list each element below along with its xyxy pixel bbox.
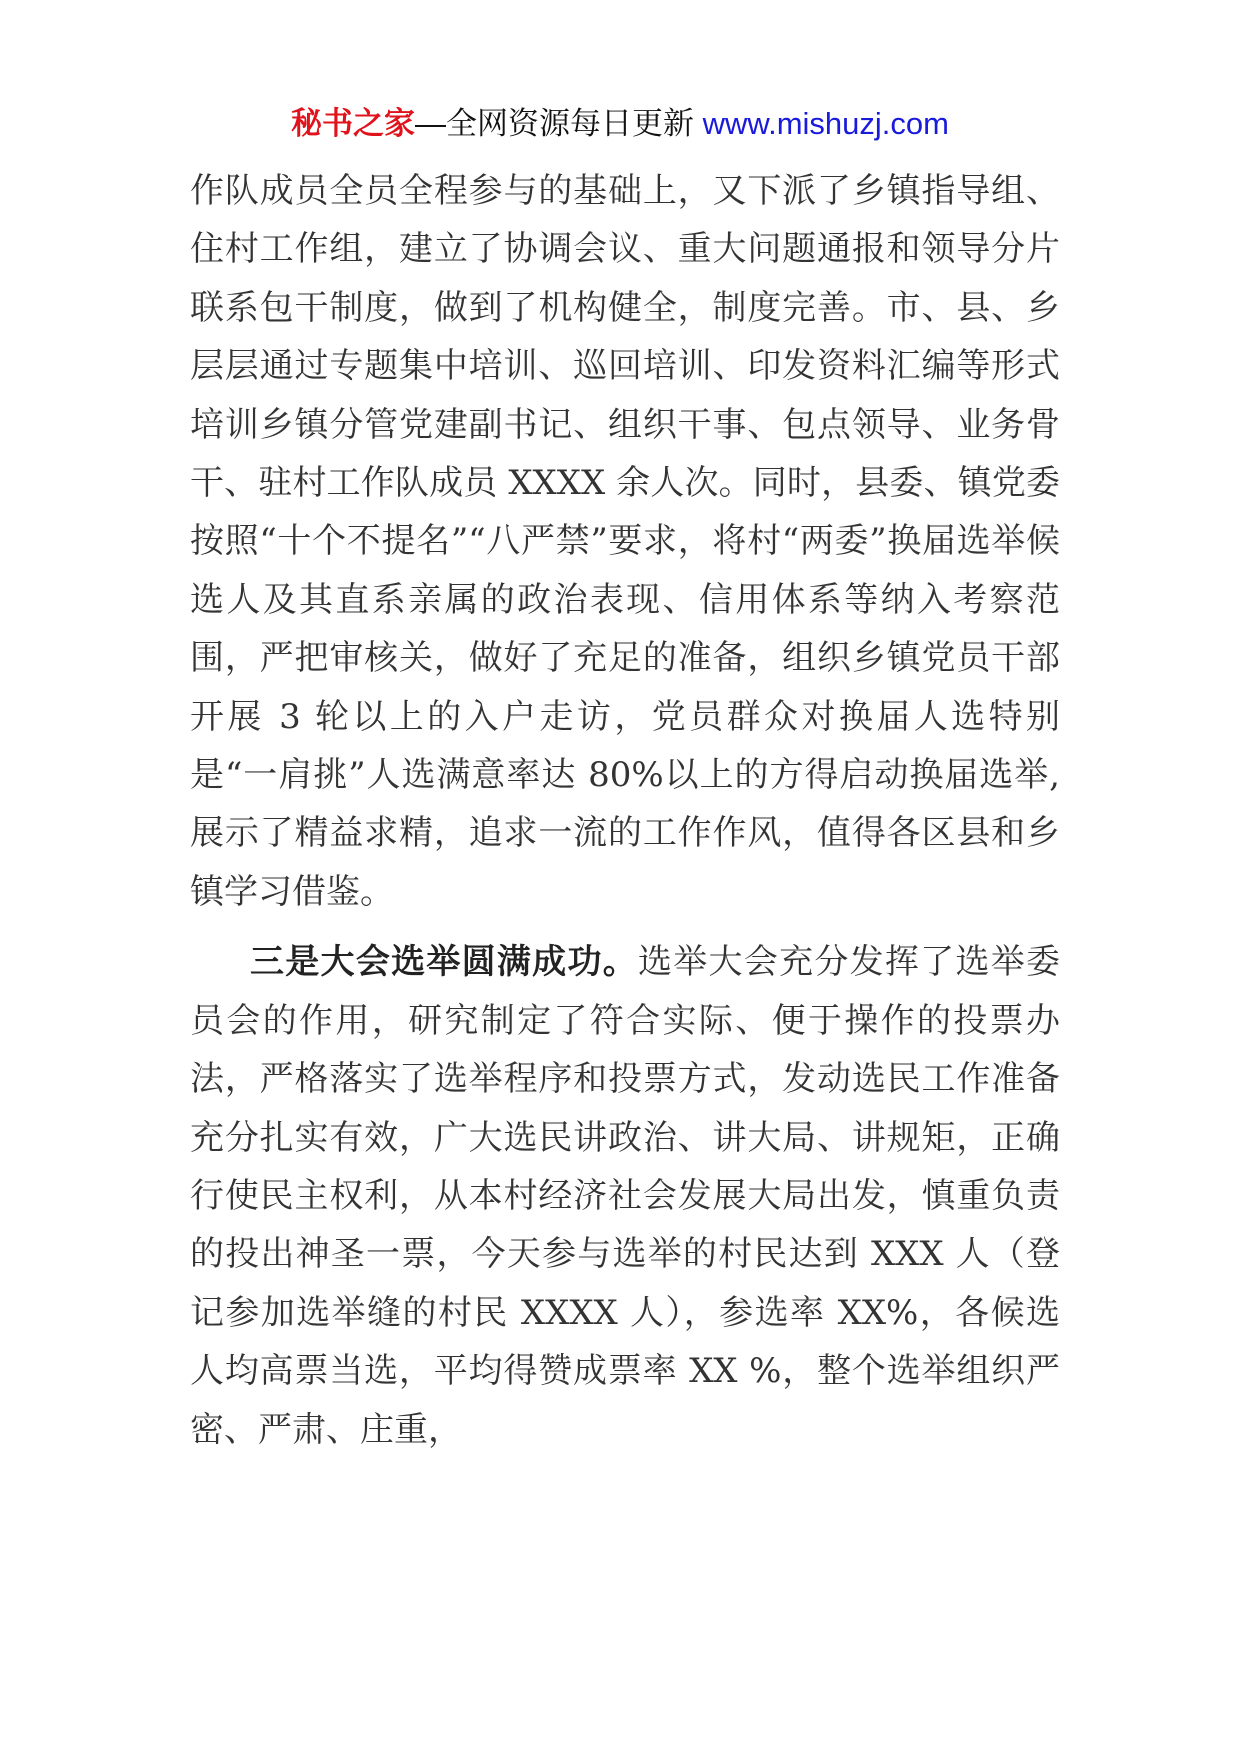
- paragraph-lead-heading: 三是大会选举圆满成功。: [250, 942, 638, 983]
- paragraph-text: 作队成员全员全程参与的基础上，又下派了乡镇指导组、住村工作组，建立了协调会议、重大问题通报和领导分片联系包干制度，做到了机构健全，制度完善。市、县、乡层层通过专题集中培训、巡回培训、印发资料汇编等形式培训乡镇分管党建副书记、组织干事、包点领导、业务骨干、驻村工作队成员 XXXX 余人次。同时，县委、镇党委按照“十个不提名”“八严禁”要求，将村“两委”换届选举候选人及其直系亲属的政治表现、信用体系等纳入考察范围，严把审核关，做好了充足的准备，组织乡镇党员干部开展 3 轮以上的入户走访，党员群众对换届人选特别是“一肩挑”人选满意率达 80%以上的方得启动换届选举,展示了精益求精，追求一流的工作作风，值得各区县和乡镇学习借鉴。: [190, 171, 1060, 912]
- header-tagline: —全网资源每日更新: [415, 106, 703, 141]
- brand-name: 秘书之家: [291, 106, 416, 141]
- paragraph-text: 选举大会充分发挥了选举委员会的作用，研究制定了符合实际、便于操作的投票办法，严格落实了选举程序和投票方式，发动选民工作准备充分扎实有效，广大选民讲政治、讲大局、讲规矩，正确行使民主权利，从本村经济社会发展大局出发，慎重负责的投出神圣一票，今天参与选举的村民达到 XXX 人（登记参加选举缝的村民 XXXX 人），参选率 XX%，各候选人均高票当选，平均得赞成票率 XX %，整个选举组织严密、严肃、庄重，: [190, 942, 1060, 1450]
- site-header: [0, 100, 1240, 148]
- site-url-link[interactable]: www.mishuzj.com: [702, 106, 949, 141]
- document-body: [190, 162, 1060, 1459]
- paragraph-continuation: [190, 162, 1060, 921]
- paragraph-election-success: [190, 933, 1060, 1459]
